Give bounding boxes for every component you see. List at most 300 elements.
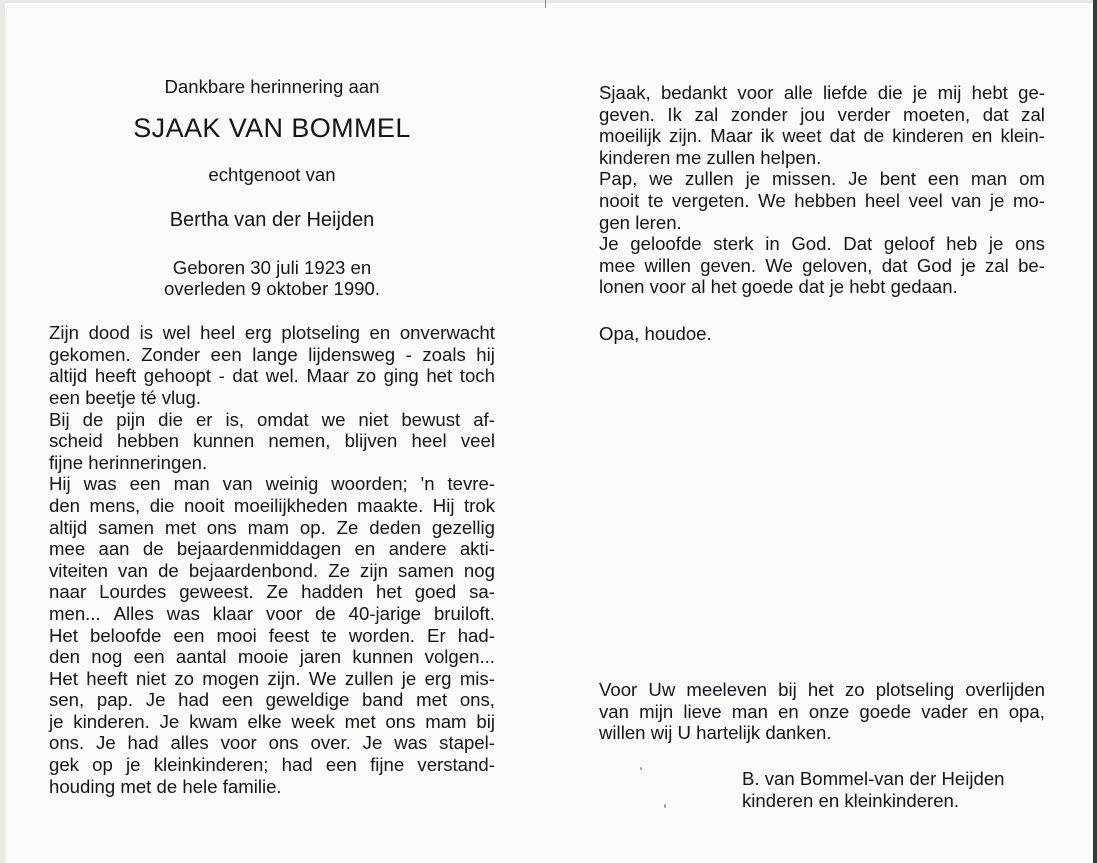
word: zo [844, 679, 865, 700]
word: - [405, 343, 412, 365]
intro-line: Dankbare herinnering aan [164, 76, 380, 97]
word: familie. [222, 775, 282, 797]
word: We [765, 254, 793, 276]
word: een [325, 754, 357, 776]
word: altijd [49, 516, 88, 538]
word: zal [1021, 103, 1045, 125]
word: mogen [202, 667, 260, 689]
word: lange [252, 343, 298, 365]
word: volgen... [424, 646, 495, 668]
word: jaren [299, 646, 342, 668]
word: zijn. [669, 125, 703, 147]
word: geven. [599, 103, 655, 125]
word: man [731, 700, 768, 722]
word: onverwacht [399, 322, 495, 344]
word: men... [49, 602, 101, 624]
word: scheid [49, 430, 103, 452]
word: opa, [1008, 700, 1045, 722]
word: den [49, 494, 81, 516]
word: geloof [883, 233, 935, 255]
word: man [173, 473, 210, 495]
word: bij [476, 710, 495, 732]
text-line [49, 322, 495, 344]
word: Dat [843, 233, 873, 255]
word: We [308, 667, 337, 689]
word: zijn [360, 559, 388, 581]
word: nog [463, 559, 495, 581]
word: me [675, 146, 707, 168]
word: Lourdes [99, 581, 167, 603]
text-line [599, 701, 1045, 723]
left-page [49, 76, 495, 797]
text-line [49, 473, 495, 495]
life-dates [49, 257, 495, 299]
word: band [362, 689, 404, 711]
word: ging [383, 365, 419, 387]
word: hele [182, 775, 223, 797]
word: dat [798, 276, 830, 298]
word: over. [310, 732, 351, 754]
word: hebben [794, 189, 857, 211]
word: mens, [89, 494, 141, 516]
card-top-edge [0, 0, 1097, 3]
word: zullen [344, 667, 394, 689]
word: 'n [420, 473, 435, 495]
word: missen. [772, 168, 837, 190]
word: nemen, [268, 430, 331, 452]
word: Je [599, 233, 619, 255]
word: kinderen [892, 125, 964, 147]
word: Je [145, 689, 166, 711]
word: willen [599, 722, 651, 744]
word: Zijn [49, 322, 79, 344]
word: tevre- [447, 473, 495, 495]
word: helpen. [760, 146, 822, 168]
word: verstand- [417, 754, 495, 776]
word: het [426, 365, 453, 387]
word: al [691, 276, 711, 298]
word: liefde [823, 82, 868, 103]
word: Ze [328, 559, 350, 581]
word: worden. [348, 624, 415, 646]
word: jou [800, 103, 826, 125]
word: die [158, 408, 183, 430]
word: moeten, [902, 103, 971, 125]
word: moeilijk [599, 125, 661, 147]
word: heb [946, 233, 978, 255]
word: Voor [599, 679, 638, 700]
word: we [649, 168, 674, 190]
word: den [49, 646, 81, 668]
word: verder [837, 103, 891, 125]
memorial-header [49, 76, 495, 299]
word: heeft [94, 365, 137, 387]
word: had [281, 754, 313, 776]
word: gekomen. [49, 343, 131, 365]
word: is [139, 322, 153, 344]
word: Ze [266, 581, 289, 603]
word: gehoopt [143, 365, 211, 387]
word: hij [476, 343, 495, 365]
deceased-name: SJAAK VAN BOMMEL [133, 112, 411, 143]
text-line [49, 430, 495, 452]
word: deden [369, 516, 421, 538]
spouse-name: Bertha van der Heijden [169, 209, 375, 232]
text-line [49, 646, 495, 668]
word: om [1019, 168, 1045, 190]
text-line [49, 668, 495, 690]
word: voor [266, 602, 303, 624]
word: lonen [599, 276, 650, 298]
word: Je [96, 732, 116, 754]
word: klaar [212, 602, 254, 624]
word: het [376, 581, 402, 603]
word: hadden [301, 581, 364, 603]
word: zo [356, 365, 377, 387]
word: klein- [1000, 125, 1045, 147]
word: goed [414, 581, 457, 603]
word: U [677, 722, 697, 744]
word: een [129, 473, 161, 495]
word: mij [937, 82, 962, 103]
word: bent [879, 168, 916, 190]
text-line [599, 82, 1045, 104]
word: van [951, 189, 982, 211]
word: met [344, 710, 376, 732]
right-body-text [599, 82, 1045, 298]
word: was [166, 602, 200, 624]
word: herinneringen. [88, 451, 208, 473]
word: je [961, 254, 976, 276]
paper-speck [664, 804, 666, 808]
word: je [126, 754, 141, 776]
word: te [647, 189, 664, 211]
word: dood [88, 322, 130, 344]
word: veel [460, 430, 495, 452]
word: van [118, 559, 148, 581]
word: be- [1018, 254, 1045, 276]
word: Je [159, 710, 180, 732]
word: omdat [257, 408, 309, 430]
word: wij [650, 722, 678, 744]
word: de [142, 538, 164, 560]
word: gezellig [431, 516, 495, 538]
word: pijn [116, 408, 146, 430]
word: geweest. [179, 581, 254, 603]
word: niet [358, 408, 389, 430]
word: bejaardenmiddagen [176, 538, 342, 560]
word: beloofde [90, 624, 162, 646]
word: God. [791, 233, 832, 255]
fold-mark [545, 0, 546, 8]
signature-name: B. van Bommel-van der Heijden [742, 768, 1005, 789]
word: nooit [599, 189, 640, 211]
text-line [49, 581, 495, 603]
word: Hij [432, 494, 455, 516]
word: samen [98, 516, 154, 538]
word: hartelijk [696, 722, 766, 744]
word: wel [162, 322, 191, 344]
word: een [221, 689, 253, 711]
word: man [970, 168, 1008, 190]
text-line [599, 168, 1045, 190]
left-body-text [49, 322, 495, 797]
word: woorden; [331, 473, 408, 495]
text-line [49, 452, 495, 474]
word: je [49, 710, 64, 732]
word: ge- [1018, 82, 1045, 103]
word: bewust [401, 408, 461, 430]
word: vader [921, 700, 968, 722]
word: mam [425, 710, 467, 732]
word: Je [848, 168, 868, 190]
word: had [127, 732, 159, 754]
word: kunnen [352, 646, 414, 668]
word: heeft [86, 667, 128, 689]
text-line [599, 104, 1045, 126]
text-line [599, 233, 1045, 255]
word: kwam [189, 710, 238, 732]
word: bejaardenbond. [188, 559, 319, 581]
word: weinig [265, 473, 319, 495]
word: willen [644, 254, 691, 276]
word: sa- [469, 581, 495, 603]
word: weet [782, 125, 822, 147]
word: zal [694, 103, 719, 125]
text-line [599, 125, 1045, 147]
word: op [92, 754, 113, 776]
word: de [315, 602, 336, 624]
word: erg [244, 322, 272, 344]
word: Er [427, 624, 446, 646]
text-line [49, 387, 495, 409]
word: bedankt [660, 82, 728, 103]
text-line [49, 603, 495, 625]
word: Pap, [599, 168, 638, 190]
word: ons, [459, 689, 495, 711]
word: Maar [710, 125, 753, 147]
word: fijne [370, 754, 405, 776]
word: Het [49, 624, 78, 646]
word: geweldige [265, 689, 350, 711]
card-right-edge [1093, 0, 1097, 863]
word: veel [908, 189, 943, 211]
word: de [863, 125, 885, 147]
word: mooi [216, 624, 257, 646]
word: naar [49, 581, 87, 603]
word: Maar [306, 365, 349, 387]
word: overlijden [965, 679, 1045, 700]
word: gen [599, 211, 636, 233]
word: fijne [49, 451, 89, 473]
text-line [49, 365, 495, 387]
right-page [599, 82, 1045, 345]
word: mooie [237, 646, 289, 668]
word: Ik [667, 103, 682, 125]
word: is, [225, 408, 245, 430]
word: vergeten. [672, 189, 750, 211]
word: leren. [635, 211, 682, 233]
word: hebt [849, 276, 891, 298]
word: de [158, 559, 179, 581]
text-line [49, 754, 495, 776]
signature-block [742, 768, 1052, 811]
word: plotseling [875, 679, 955, 700]
word: mam [247, 516, 289, 538]
text-line [599, 722, 1045, 744]
word: Het [49, 667, 78, 689]
word: mijn [639, 700, 674, 722]
text-line [49, 711, 495, 733]
word: met [416, 689, 448, 711]
word: en [977, 700, 999, 722]
word: en [369, 322, 391, 344]
word: andere [388, 538, 447, 560]
word: trok [463, 494, 495, 516]
word: lijdensweg [308, 343, 396, 365]
word: sterk [713, 233, 754, 255]
word: Je [362, 732, 383, 754]
word: er [195, 408, 213, 430]
word: alles [170, 732, 209, 754]
word: en [778, 700, 799, 722]
word: feest [268, 624, 310, 646]
word: hebt [971, 82, 1008, 103]
word: dat [982, 103, 1009, 125]
text-line [49, 689, 495, 711]
word: je [988, 233, 1004, 255]
word: en [354, 538, 376, 560]
word: samen [398, 559, 454, 581]
word: mee [49, 538, 86, 560]
word: meeleven [686, 679, 768, 700]
word: nog [91, 646, 123, 668]
word: mee [599, 254, 636, 276]
word: plotseling [281, 322, 360, 344]
word: viteiten [49, 559, 108, 581]
word: zonder [730, 103, 788, 125]
word: houding [49, 775, 121, 797]
word: gek [49, 754, 79, 776]
word: mis- [459, 667, 495, 689]
word: zal [985, 254, 1009, 276]
word: voor [649, 276, 692, 298]
word: Uw [648, 679, 676, 700]
card-left-edge [0, 0, 5, 863]
word: dat [881, 254, 908, 276]
word: bij [778, 679, 797, 700]
word: je [912, 82, 928, 103]
word: je [829, 276, 850, 298]
word: zullen [706, 146, 761, 168]
word: geloven, [802, 254, 873, 276]
word: God [916, 254, 952, 276]
word: onze [808, 700, 850, 722]
word: zijn. [267, 667, 301, 689]
word: Alles [113, 602, 154, 624]
word: aan [98, 538, 130, 560]
word: de [82, 408, 104, 430]
word: was [394, 732, 428, 754]
text-line [49, 538, 495, 560]
word: - [218, 365, 225, 387]
word: je [989, 189, 1005, 211]
word: stapel- [439, 732, 495, 754]
word: je [745, 168, 761, 190]
word: 40-jarige [348, 602, 422, 624]
word: Bij [49, 408, 70, 430]
word: akti- [459, 538, 495, 560]
text-line [599, 190, 1045, 212]
word: We [758, 189, 786, 211]
word: hebben [116, 430, 179, 452]
word: van [599, 700, 629, 722]
spouse-label: echtgenoot van [208, 163, 336, 185]
word: die [149, 494, 175, 516]
birth-line: Geboren 30 juli 1923 en [172, 257, 372, 279]
farewell-line: Opa, houdoe. [599, 322, 712, 344]
word: aantal [175, 646, 227, 668]
text-line [49, 560, 495, 582]
word: met [120, 775, 157, 797]
word: een [210, 343, 242, 365]
word: op. [299, 516, 326, 538]
text-line [49, 517, 495, 539]
word: nooit [184, 494, 225, 516]
text-line [599, 255, 1045, 277]
word: en [971, 125, 993, 147]
word: goede [859, 700, 912, 722]
word: voor [220, 732, 257, 754]
word: het [710, 276, 742, 298]
word: wel. [265, 365, 299, 387]
word: niet [135, 667, 166, 689]
word: een [927, 168, 959, 190]
death-line: overleden 9 oktober 1990. [163, 278, 381, 300]
word: heel [864, 189, 901, 211]
text-line [49, 495, 495, 517]
word: té [141, 386, 162, 408]
word: ons [385, 710, 416, 732]
word: je [401, 667, 417, 689]
word: met [164, 516, 196, 538]
word: van [222, 473, 253, 495]
text-line [49, 776, 495, 798]
word: geven. [700, 254, 757, 276]
word: Zonder [141, 343, 201, 365]
word: een [49, 386, 86, 408]
word: te [321, 624, 337, 646]
word: de [156, 775, 183, 797]
word: kinderen. [73, 710, 150, 732]
text-line [49, 409, 495, 431]
word: week [291, 710, 335, 732]
word: een [133, 646, 165, 668]
paper-speck [640, 767, 642, 770]
word: lieve [683, 700, 722, 722]
word: dat [829, 125, 856, 147]
text-line [599, 147, 1045, 169]
word: heel [200, 322, 236, 344]
word: beetje [85, 386, 142, 408]
text-line [49, 344, 495, 366]
word: toch [459, 365, 495, 387]
word: pap. [96, 689, 134, 711]
text-line [49, 625, 495, 647]
word: we [321, 408, 346, 430]
word: ik [760, 125, 775, 147]
word: blijven [344, 430, 398, 452]
